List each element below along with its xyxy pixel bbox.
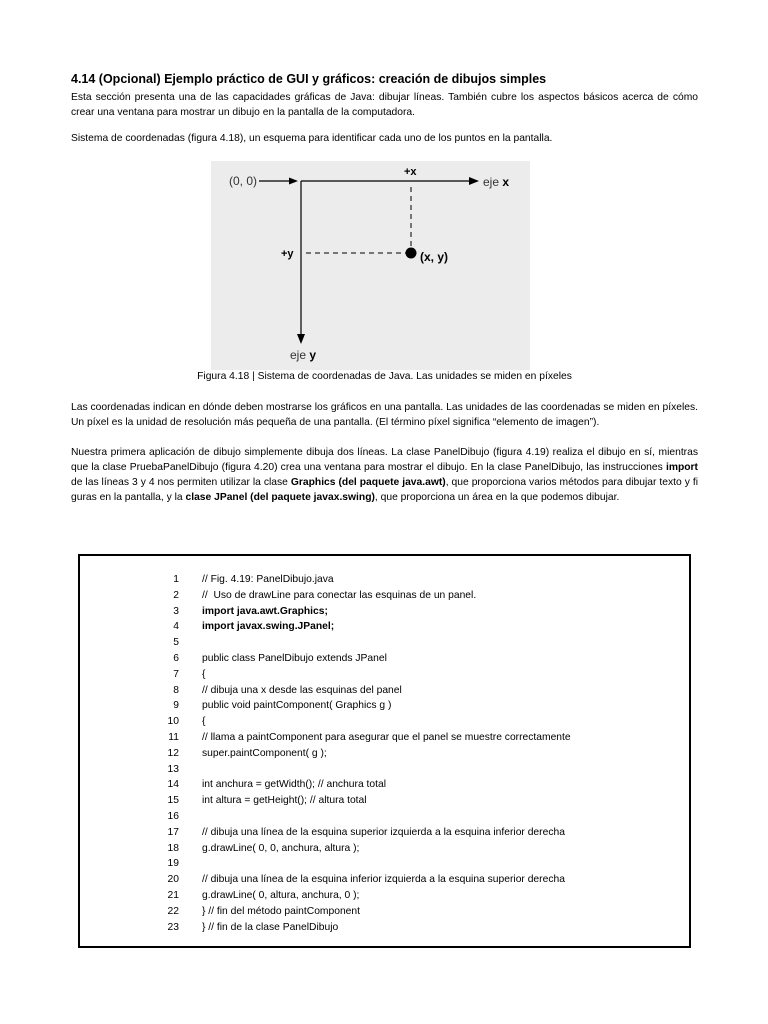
line-text: g.drawLine( 0, altura, anchura, 0 );: [202, 890, 360, 901]
line-text: public class PanelDibujo extends JPanel: [202, 653, 387, 664]
line-number: 22: [167, 905, 179, 917]
code-line: [148, 841, 668, 857]
line-text: import java.awt.Graphics;: [202, 605, 328, 617]
line-number: 21: [167, 890, 179, 901]
code-line: [148, 856, 668, 872]
p2-bold-import: import: [665, 461, 698, 473]
code-line: [148, 635, 668, 651]
code-line: [148, 730, 668, 746]
body-text: [71, 400, 698, 506]
line-text: // dibuja una línea de la esquina inferior izquierda a la esquina superior derecha: [202, 874, 565, 886]
line-number: 15: [167, 795, 179, 807]
point-marker: [406, 248, 417, 259]
y-axis-arrowhead: [297, 334, 305, 344]
line-text: super.paintComponent( g );: [202, 747, 327, 759]
line-text: g.drawLine( 0, 0, anchura, altura );: [202, 842, 360, 854]
point-label: (x, y): [420, 250, 449, 264]
p2-text-1: Nuestra primera aplicación de dibujo simplemente dibuja dos líneas. La clase PanelDibujo (figura 4.19) realiza el dibujo en sí, mientras que la clase PruebaPanelDibujo (figura 4.20) crea una ventana para mostrar el dibujo. En la clase PanelDibujo, las instrucciones: [71, 446, 698, 473]
line-number: 3: [173, 605, 179, 617]
code-line: [148, 809, 668, 825]
code-line: [148, 604, 668, 620]
line-number: 23: [167, 921, 179, 933]
coordinates-paragraph: Las coordenadas indican en dónde deben mostrarse los gráficos en una pantalla. Las unidades de las coordenadas se miden en píxeles. Un píxel es la unidad de resolución más pequeña de una pantalla. (El término píxel significa “elemento de imagen”).: [71, 402, 698, 429]
section-title: 4.14 (Opcional) Ejemplo práctico de GUI y gráficos: creación de dibujos simples: [71, 72, 547, 86]
line-text: // dibuja una x desde las esquinas del panel: [202, 684, 402, 696]
line-text: int altura = getHeight(); // altura total: [202, 795, 367, 807]
code-line: [148, 683, 668, 699]
code-line: [148, 698, 668, 714]
line-text: // dibuja una línea de la esquina superior izquierda a la esquina inferior derecha: [202, 826, 565, 838]
code-line: [148, 746, 668, 762]
line-text: import javax.swing.JPanel;: [202, 621, 335, 633]
figure-caption: Figura 4.18 | Sistema de coordenadas de Java. Las unidades se miden en píxeles: [197, 371, 572, 382]
code-line: [148, 588, 668, 604]
code-line: [148, 619, 668, 635]
line-text: } // fin del método paintComponent: [202, 905, 360, 917]
origin-pointer-arrowhead: [289, 178, 298, 185]
p2-bold-jpanel: clase JPanel (del paquete javax.swing): [185, 492, 375, 504]
line-number: 20: [167, 874, 179, 886]
line-text: {: [202, 668, 206, 680]
x-axis-var: x: [502, 175, 510, 189]
code-line: [148, 651, 668, 667]
line-number: 14: [167, 779, 179, 791]
line-number: 6: [173, 653, 179, 664]
line-number: 18: [167, 842, 179, 854]
coordinates-intro: Sistema de coordenadas (figura 4.18), un esquema para identificar cada uno de los puntos en la pantalla.: [71, 132, 553, 144]
line-number: 16: [167, 811, 179, 822]
coordinate-system-figure: [211, 161, 530, 370]
code-line: [148, 825, 668, 841]
line-number: 9: [173, 700, 179, 712]
line-number: 7: [173, 668, 179, 680]
code-line: [148, 572, 668, 588]
code-line: [148, 762, 668, 778]
code-line: [148, 793, 668, 809]
line-number: 5: [173, 637, 179, 649]
p2-text-2: de las líneas 3 y 4 nos permiten utilizar la clase: [71, 477, 291, 489]
intro-paragraph: Esta sección presenta una de las capacidades gráficas de Java: dibujar líneas. También cubre los aspectos básicos acerca de cómo crear una ventana para mostrar un dibujo en la pantalla de la computadora.: [71, 92, 698, 119]
plus-y-label: +y: [281, 248, 294, 260]
line-number: 8: [173, 684, 179, 696]
code-line: [148, 888, 668, 904]
y-axis-label: [290, 348, 316, 362]
line-number: 10: [167, 716, 179, 728]
plus-x-label: +x: [404, 166, 417, 178]
panel-paragraph: [71, 445, 698, 506]
p2-bold-graphics: Graphics (del paquete java.awt): [290, 477, 446, 489]
code-line: [148, 904, 668, 920]
code-listing: [78, 554, 691, 948]
line-number: 4: [173, 621, 179, 633]
coordinate-diagram: [211, 161, 530, 370]
x-axis-arrowhead: [469, 177, 479, 185]
line-text: // Uso de drawLine para conectar las esquinas de un panel.: [202, 589, 477, 601]
code-line: [148, 667, 668, 683]
code-line: [148, 777, 668, 793]
line-text: // llama a paintComponent para asegurar que el panel se muestre correctamente: [202, 732, 571, 743]
line-number: 12: [167, 747, 179, 759]
p2-text-3: , que proporciona varios métodos para dibujar texto y fi guras en la pantalla, y la: [71, 477, 698, 504]
code-line: [148, 920, 668, 936]
document-page: [71, 72, 698, 504]
line-text: // Fig. 4.19: PanelDibujo.java: [202, 574, 334, 585]
code-line: [148, 872, 668, 888]
p2-text-4: , que proporciona un área en la que podemos dibujar.: [374, 492, 620, 504]
line-number: 13: [167, 763, 179, 775]
code-line: [148, 714, 668, 730]
line-text: public void paintComponent( Graphics g ): [202, 700, 392, 712]
line-number: 17: [167, 826, 179, 838]
y-axis-prefix: eje: [290, 348, 307, 362]
line-text: {: [202, 716, 206, 728]
line-number: 11: [168, 732, 179, 743]
line-text: int anchura = getWidth(); // anchura total: [202, 779, 387, 791]
line-number: 19: [167, 858, 179, 870]
x-axis-label: [483, 175, 509, 189]
line-number: 2: [173, 589, 179, 601]
line-number: 1: [173, 574, 179, 585]
origin-label: (0, 0): [229, 174, 258, 188]
line-text: } // fin de la clase PanelDibujo: [202, 921, 339, 933]
x-axis-prefix: eje: [483, 175, 500, 189]
y-axis-var: y: [309, 348, 317, 362]
